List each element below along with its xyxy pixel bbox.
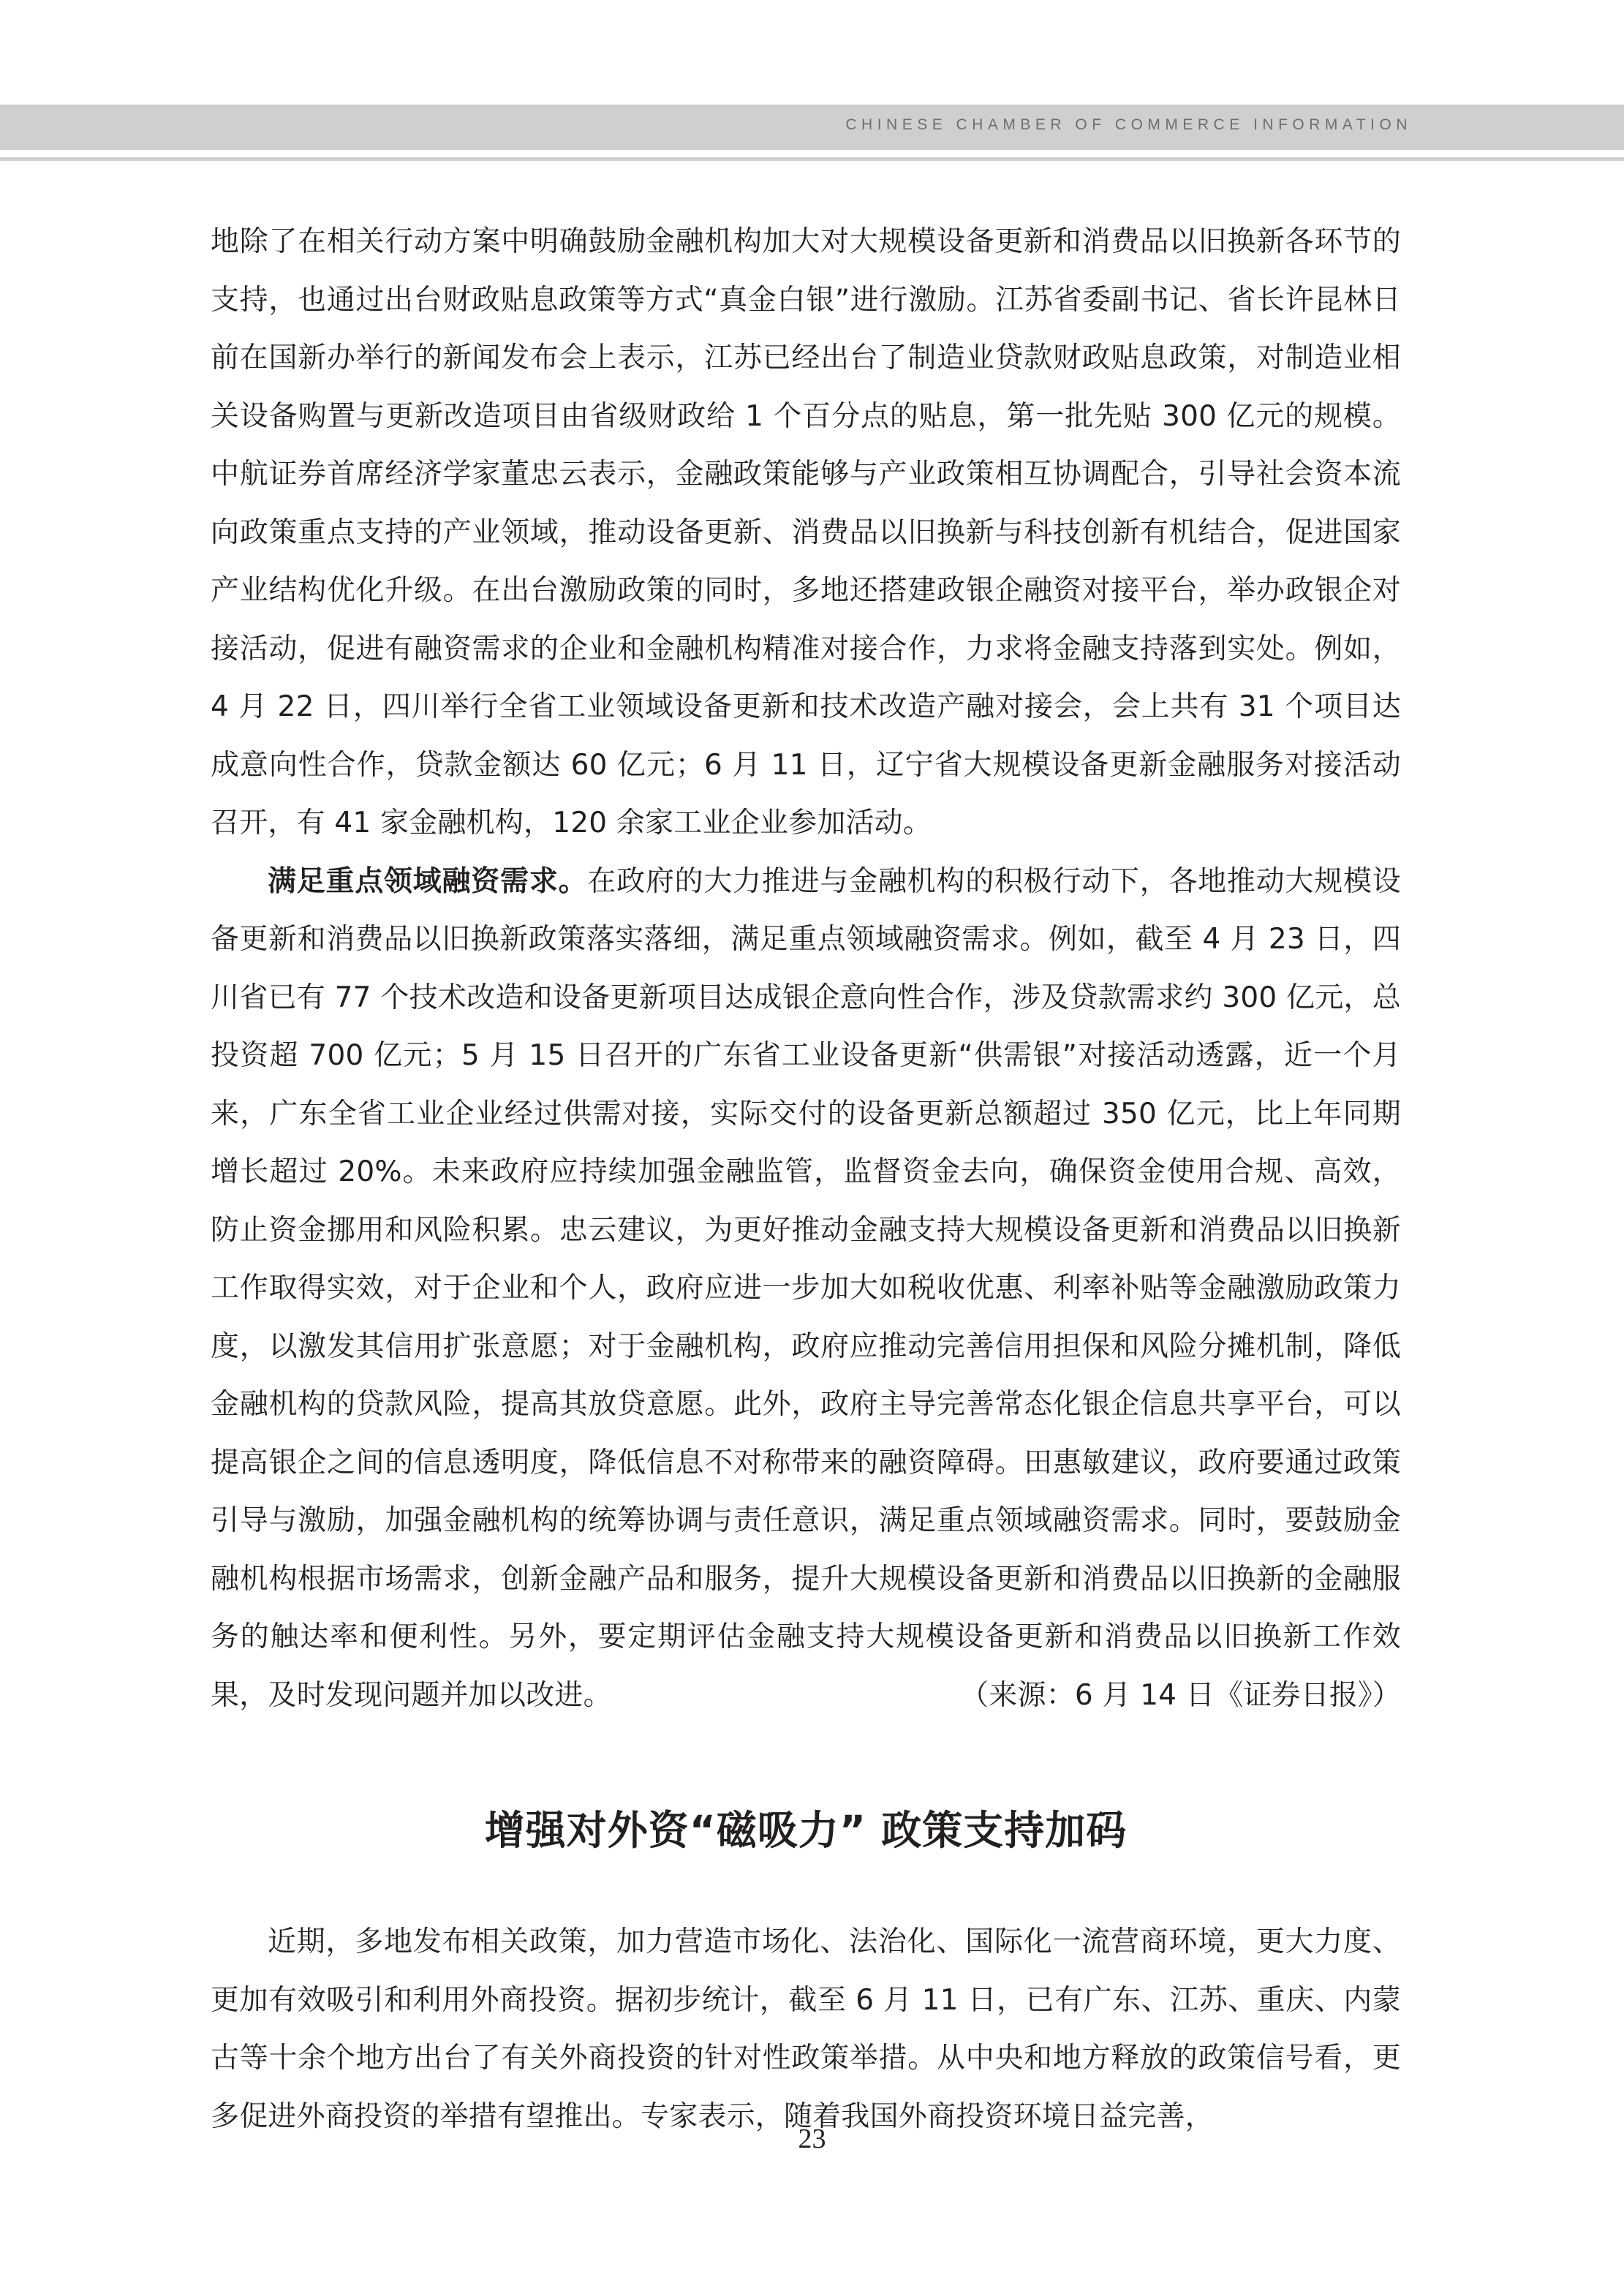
header-rule	[0, 157, 1624, 161]
publication-name: CHINESE CHAMBER OF COMMERCE INFORMATION	[845, 116, 1412, 133]
article2-title: 增强对外资“磁吸力” 政策支持加码	[484, 1807, 1128, 1854]
section-body: 在政府的大力推进与金融机构的积极行动下，各地推动大规模设备更新和消费品以旧换新政策落实落细，满足重点领域融资需求。例如，截至 4 月 23 日，四川省已有 77 个技术改造和设备更新项目达成银企意向性合作，涉及贷款需求约 300 亿元，总投资超 700 亿元；5 月 15 日召开的广东省工业设备更新“供需银”对接活动透露，近一个月来，广东全省工业企业经过供需对接，实际交付的设备更新总额超过 350 亿元，比上年同期增长超过 20%。未来政府应持续加强金融监管，监督资金去向，确保资金使用合规、高效，防止资金挪用和风险积累。忠云建议，为更好推动金融支持大规模设备更新和消费品以旧换新工作取得实效，对于企业和个人，政府应进一步加大如税收优惠、利率补贴等金融激励政策力度，以激发其信用扩张意愿；对于金融机构，政府应推动完善信用担保和风险分摊机制，降低金融机构的贷款风险，提高其放贷意愿。此外，政府主导完善常态化银企信息共享平台，可以提高银企之间的信息透明度，降低信息不对称带来的融资障碍。田惠敏建议，政府要通过政策引导与激励，加强金融机构的统筹协调与责任意识，满足重点领域融资需求。同时，要鼓励金融机构根据市场需求，创新金融产品和服务，提升大规模设备更新和消费品以旧换新的金融服务的触达率和便利性。另外，要定期评估金融支持大规模设备更新和消费品以旧换新工作效果，及时发现问题并加以改进。	[211, 864, 1401, 1712]
article1-section-paragraph	[211, 853, 1401, 1725]
section-lead: 满足重点领域融资需求。	[268, 864, 588, 898]
article1-continued-paragraph: 地除了在相关行动方案中明确鼓励金融机构加大对大规模设备更新和消费品以旧换新各环节的支持，也通过出台财政贴息政策等方式“真金白银”进行激励。江苏省委副书记、省长许昆林日前在国新办举行的新闻发布会上表示，江苏已经出台了制造业贷款财政贴息政策，对制造业相关设备购置与更新改造项目由省级财政给 1 个百分点的贴息，第一批先贴 300 亿元的规模。中航证券首席经济学家董忠云表示，金融政策能够与产业政策相互协调配合，引导社会资本流向政策重点支持的产业领域，推动设备更新、消费品以旧换新与科技创新有机结合，促进国家产业结构优化升级。在出台激励政策的同时，多地还搭建政银企融资对接平台，举办政银企对接活动，促进有融资需求的企业和金融机构精准对接合作，力求将金融支持落到实处。例如，4 月 22 日，四川举行全省工业领域设备更新和技术改造产融对接会，会上共有 31 个项目达成意向性合作，贷款金额达 60 亿元；6 月 11 日，辽宁省大规模设备更新金融服务对接活动召开，有 41 家金融机构，120 余家工业企业参加活动。	[211, 225, 1401, 839]
article1-source: （来源：6 月 14 日《证券日报》）	[960, 1678, 1401, 1712]
article2-paragraph: 近期，多地发布相关政策，加力营造市场化、法治化、国际化一流营商环境，更大力度、更加有效吸引和利用外商投资。据初步统计，截至 6 月 11 日，已有广东、江苏、重庆、内蒙古等十余个地方出台了有关外商投资的针对性政策举措。从中央和地方释放的政策信号看，更多促进外商投资的举措有望推出。专家表示，随着我国外商投资环境日益完善，	[211, 1925, 1401, 2133]
page-content	[211, 213, 1401, 2145]
page-number: 23	[798, 2124, 826, 2154]
